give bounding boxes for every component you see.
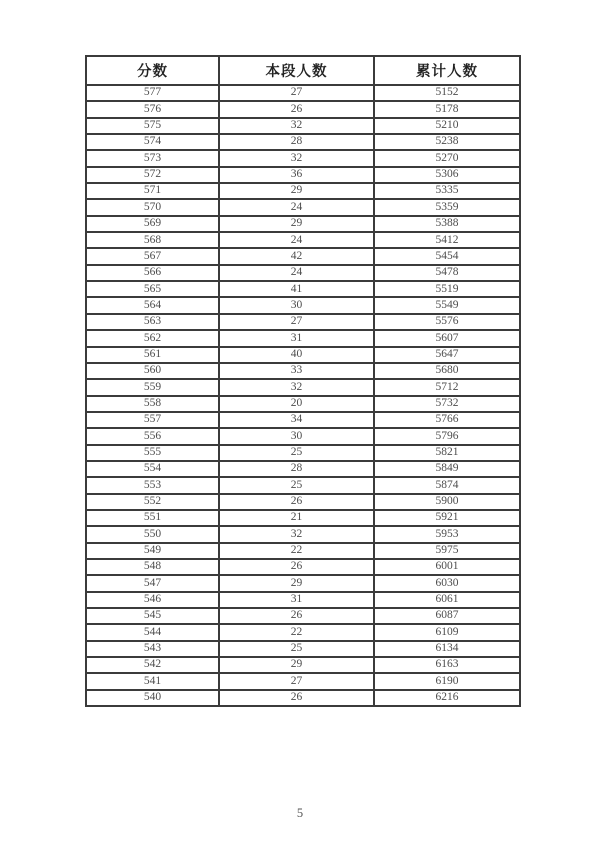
cumulative-count-cell: 5975 — [374, 543, 520, 559]
table-row — [86, 347, 520, 363]
score-cell: 563 — [86, 314, 219, 330]
segment-count-cell: 25 — [219, 445, 374, 461]
segment-count-cell: 36 — [219, 167, 374, 183]
score-cell: 560 — [86, 363, 219, 379]
cumulative-count-cell: 5607 — [374, 330, 520, 346]
segment-count-cell: 29 — [219, 575, 374, 591]
cumulative-count-cell: 5821 — [374, 445, 520, 461]
cumulative-count-cell: 5306 — [374, 167, 520, 183]
cumulative-count-cell: 5152 — [374, 85, 520, 101]
table-row — [86, 575, 520, 591]
cumulative-count-cell: 5359 — [374, 199, 520, 215]
table-row — [86, 461, 520, 477]
table-row — [86, 379, 520, 395]
score-cell: 574 — [86, 134, 219, 150]
table-row — [86, 657, 520, 673]
segment-count-cell: 27 — [219, 314, 374, 330]
cumulative-count-cell: 5921 — [374, 510, 520, 526]
table-row — [86, 297, 520, 313]
score-cell: 572 — [86, 167, 219, 183]
segment-count-cell: 29 — [219, 183, 374, 199]
segment-count-cell: 26 — [219, 494, 374, 510]
segment-count-cell: 27 — [219, 673, 374, 689]
cumulative-count-cell: 6030 — [374, 575, 520, 591]
segment-count-cell: 21 — [219, 510, 374, 526]
table-row — [86, 134, 520, 150]
cumulative-count-cell: 5478 — [374, 265, 520, 281]
cumulative-count-cell: 5732 — [374, 396, 520, 412]
cumulative-count-cell: 6109 — [374, 624, 520, 640]
cumulative-count-cell: 5874 — [374, 477, 520, 493]
table-row — [86, 526, 520, 542]
score-cell: 556 — [86, 428, 219, 444]
table-row — [86, 608, 520, 624]
header-segment-count: 本段人数 — [219, 56, 374, 85]
table-row — [86, 232, 520, 248]
cumulative-count-cell: 5796 — [374, 428, 520, 444]
score-cell: 540 — [86, 690, 219, 706]
cumulative-count-cell: 6001 — [374, 559, 520, 575]
header-cumulative-count: 累计人数 — [374, 56, 520, 85]
segment-count-cell: 28 — [219, 134, 374, 150]
cumulative-count-cell: 5549 — [374, 297, 520, 313]
segment-count-cell: 32 — [219, 150, 374, 166]
segment-count-cell: 42 — [219, 248, 374, 264]
segment-count-cell: 25 — [219, 641, 374, 657]
score-cell: 541 — [86, 673, 219, 689]
score-cell: 549 — [86, 543, 219, 559]
segment-count-cell: 41 — [219, 281, 374, 297]
cumulative-count-cell: 5519 — [374, 281, 520, 297]
table-header — [86, 56, 520, 85]
score-cell: 555 — [86, 445, 219, 461]
table-row — [86, 85, 520, 101]
table-row — [86, 690, 520, 706]
table-row — [86, 167, 520, 183]
score-cell: 566 — [86, 265, 219, 281]
score-cell: 548 — [86, 559, 219, 575]
table-row — [86, 101, 520, 117]
segment-count-cell: 28 — [219, 461, 374, 477]
table-row — [86, 592, 520, 608]
score-cell: 567 — [86, 248, 219, 264]
table-row — [86, 396, 520, 412]
cumulative-count-cell: 5849 — [374, 461, 520, 477]
segment-count-cell: 26 — [219, 101, 374, 117]
score-cell: 558 — [86, 396, 219, 412]
cumulative-count-cell: 5900 — [374, 494, 520, 510]
segment-count-cell: 22 — [219, 624, 374, 640]
cumulative-count-cell: 5270 — [374, 150, 520, 166]
cumulative-count-cell: 6061 — [374, 592, 520, 608]
score-cell: 547 — [86, 575, 219, 591]
score-cell: 554 — [86, 461, 219, 477]
cumulative-count-cell: 5210 — [374, 118, 520, 134]
cumulative-count-cell: 5766 — [374, 412, 520, 428]
score-cell: 543 — [86, 641, 219, 657]
score-cell: 552 — [86, 494, 219, 510]
cumulative-count-cell: 5178 — [374, 101, 520, 117]
table-row — [86, 428, 520, 444]
score-cell: 565 — [86, 281, 219, 297]
table-row — [86, 199, 520, 215]
cumulative-count-cell: 6190 — [374, 673, 520, 689]
cumulative-count-cell: 5680 — [374, 363, 520, 379]
segment-count-cell: 30 — [219, 428, 374, 444]
table-row — [86, 477, 520, 493]
segment-count-cell: 24 — [219, 232, 374, 248]
segment-count-cell: 24 — [219, 265, 374, 281]
table-row — [86, 494, 520, 510]
segment-count-cell: 34 — [219, 412, 374, 428]
cumulative-count-cell: 5647 — [374, 347, 520, 363]
segment-count-cell: 32 — [219, 526, 374, 542]
score-cell: 557 — [86, 412, 219, 428]
score-cell: 545 — [86, 608, 219, 624]
segment-count-cell: 30 — [219, 297, 374, 313]
cumulative-count-cell: 5412 — [374, 232, 520, 248]
cumulative-count-cell: 5712 — [374, 379, 520, 395]
table-row — [86, 216, 520, 232]
table-row — [86, 183, 520, 199]
segment-count-cell: 20 — [219, 396, 374, 412]
score-cell: 546 — [86, 592, 219, 608]
table-row — [86, 624, 520, 640]
table-row — [86, 281, 520, 297]
cumulative-count-cell: 6216 — [374, 690, 520, 706]
table-row — [86, 510, 520, 526]
header-row — [86, 56, 520, 85]
segment-count-cell: 32 — [219, 118, 374, 134]
cumulative-count-cell: 5388 — [374, 216, 520, 232]
segment-count-cell: 26 — [219, 559, 374, 575]
cumulative-count-cell: 5335 — [374, 183, 520, 199]
segment-count-cell: 29 — [219, 657, 374, 673]
segment-count-cell: 27 — [219, 85, 374, 101]
segment-count-cell: 31 — [219, 592, 374, 608]
score-cell: 569 — [86, 216, 219, 232]
score-cell: 559 — [86, 379, 219, 395]
table-row — [86, 118, 520, 134]
segment-count-cell: 26 — [219, 690, 374, 706]
segment-count-cell: 32 — [219, 379, 374, 395]
table-row — [86, 412, 520, 428]
score-cell: 575 — [86, 118, 219, 134]
segment-count-cell: 22 — [219, 543, 374, 559]
header-score: 分数 — [86, 56, 219, 85]
table-row — [86, 150, 520, 166]
cumulative-count-cell: 5576 — [374, 314, 520, 330]
cumulative-count-cell: 6134 — [374, 641, 520, 657]
table-body — [86, 85, 520, 706]
cumulative-count-cell: 6087 — [374, 608, 520, 624]
cumulative-count-cell: 6163 — [374, 657, 520, 673]
table-row — [86, 673, 520, 689]
table-row — [86, 363, 520, 379]
cumulative-count-cell: 5454 — [374, 248, 520, 264]
table-row — [86, 265, 520, 281]
score-cell: 568 — [86, 232, 219, 248]
segment-count-cell: 24 — [219, 199, 374, 215]
table-row — [86, 641, 520, 657]
score-cell: 551 — [86, 510, 219, 526]
table-row — [86, 248, 520, 264]
score-cell: 550 — [86, 526, 219, 542]
score-cell: 562 — [86, 330, 219, 346]
score-cell: 576 — [86, 101, 219, 117]
segment-count-cell: 25 — [219, 477, 374, 493]
cumulative-count-cell: 5238 — [374, 134, 520, 150]
score-cell: 570 — [86, 199, 219, 215]
segment-count-cell: 31 — [219, 330, 374, 346]
score-cell: 542 — [86, 657, 219, 673]
cumulative-count-cell: 5953 — [374, 526, 520, 542]
table-row — [86, 445, 520, 461]
score-cell: 561 — [86, 347, 219, 363]
segment-count-cell: 29 — [219, 216, 374, 232]
score-cell: 573 — [86, 150, 219, 166]
score-cell: 571 — [86, 183, 219, 199]
segment-count-cell: 26 — [219, 608, 374, 624]
score-cell: 553 — [86, 477, 219, 493]
table-row — [86, 314, 520, 330]
score-distribution-table — [85, 55, 521, 707]
table-row — [86, 330, 520, 346]
segment-count-cell: 40 — [219, 347, 374, 363]
page-number: 5 — [296, 806, 304, 820]
score-cell: 544 — [86, 624, 219, 640]
segment-count-cell: 33 — [219, 363, 374, 379]
table-row — [86, 559, 520, 575]
score-cell: 564 — [86, 297, 219, 313]
table-row — [86, 543, 520, 559]
score-cell: 577 — [86, 85, 219, 101]
